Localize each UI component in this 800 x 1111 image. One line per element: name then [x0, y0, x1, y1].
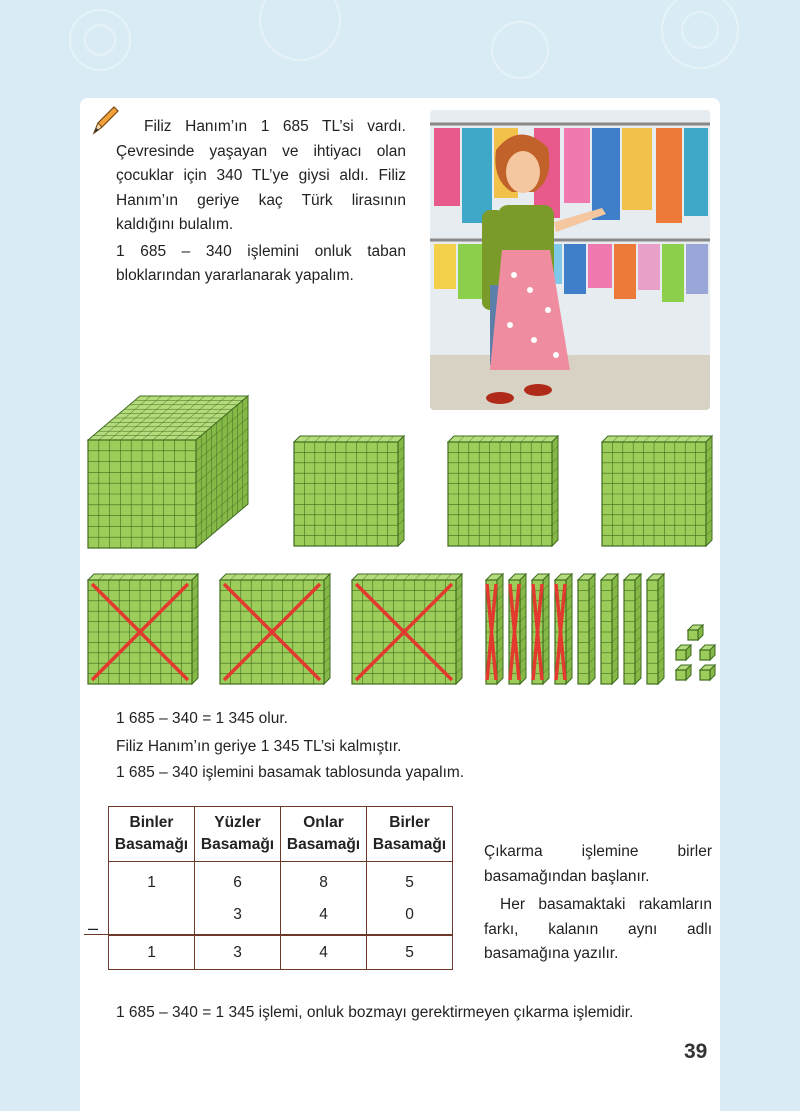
- side-text-2: Her basamaktaki rakamların farkı, kalanın aynı adlı basamağına yazılır.: [484, 896, 712, 962]
- header-hundreds: Yüzler Basamağı: [195, 807, 281, 862]
- conclusion-text: 1 685 – 340 = 1 345 işlemi, onluk bozmayı gerektirmeyen çıkarma işlemidir.: [116, 1004, 634, 1021]
- cell: 6: [195, 862, 281, 900]
- cell: 4: [281, 899, 367, 935]
- page-number: 39: [684, 1040, 708, 1063]
- place-value-table: [108, 806, 453, 970]
- cell: 3: [195, 899, 281, 935]
- minus-underline: [84, 934, 108, 935]
- header-thousands: Binler Basamağı: [109, 807, 195, 862]
- intro-paragraph-2: 1 685 – 340 işlemini onluk taban bloklarından yararlanarak yapalım.: [116, 242, 406, 284]
- cell: 8: [281, 862, 367, 900]
- minus-sign: –: [88, 918, 99, 938]
- cell: 1: [109, 935, 195, 970]
- cell: 4: [281, 935, 367, 970]
- ten-rods: [486, 574, 664, 684]
- header-ones: Birler Basamağı: [367, 807, 453, 862]
- result-line-3: 1 685 – 340 işlemini basamak tablosunda yapalım.: [116, 764, 465, 781]
- cell: 5: [367, 935, 453, 970]
- result-line-1: 1 685 – 340 = 1 345 olur.: [116, 710, 288, 727]
- cell: [109, 899, 195, 935]
- hundred-flats-kept: [294, 436, 712, 546]
- cell: 0: [367, 899, 453, 935]
- side-explanation: [484, 840, 712, 971]
- cell: 1: [109, 862, 195, 900]
- cell: 5: [367, 862, 453, 900]
- cell: 3: [195, 935, 281, 970]
- table-row-result: [109, 935, 453, 970]
- hundred-flats-crossed: [88, 574, 462, 684]
- header-tens: Onlar Basamağı: [281, 807, 367, 862]
- table-row-subtrahend: [109, 899, 453, 935]
- result-line-2: Filiz Hanım’ın geriye 1 345 TL’si kalmıştır.: [116, 738, 402, 755]
- intro-paragraph-1: Filiz Hanım’ın 1 685 TL’si vardı. Çevresinde yaşayan ve ihtiyacı olan çocuklar için 340 TL’ye giysi aldı. Filiz Hanım’ın geriye kaç Türk lirasının kaldığını bulalım.: [116, 118, 406, 233]
- unit-cubes: [676, 625, 715, 680]
- thousand-cube: [88, 396, 248, 548]
- table-row-minuend: [109, 862, 453, 900]
- side-text-1: Çıkarma işlemine birler basamağından başlanır.: [484, 843, 712, 885]
